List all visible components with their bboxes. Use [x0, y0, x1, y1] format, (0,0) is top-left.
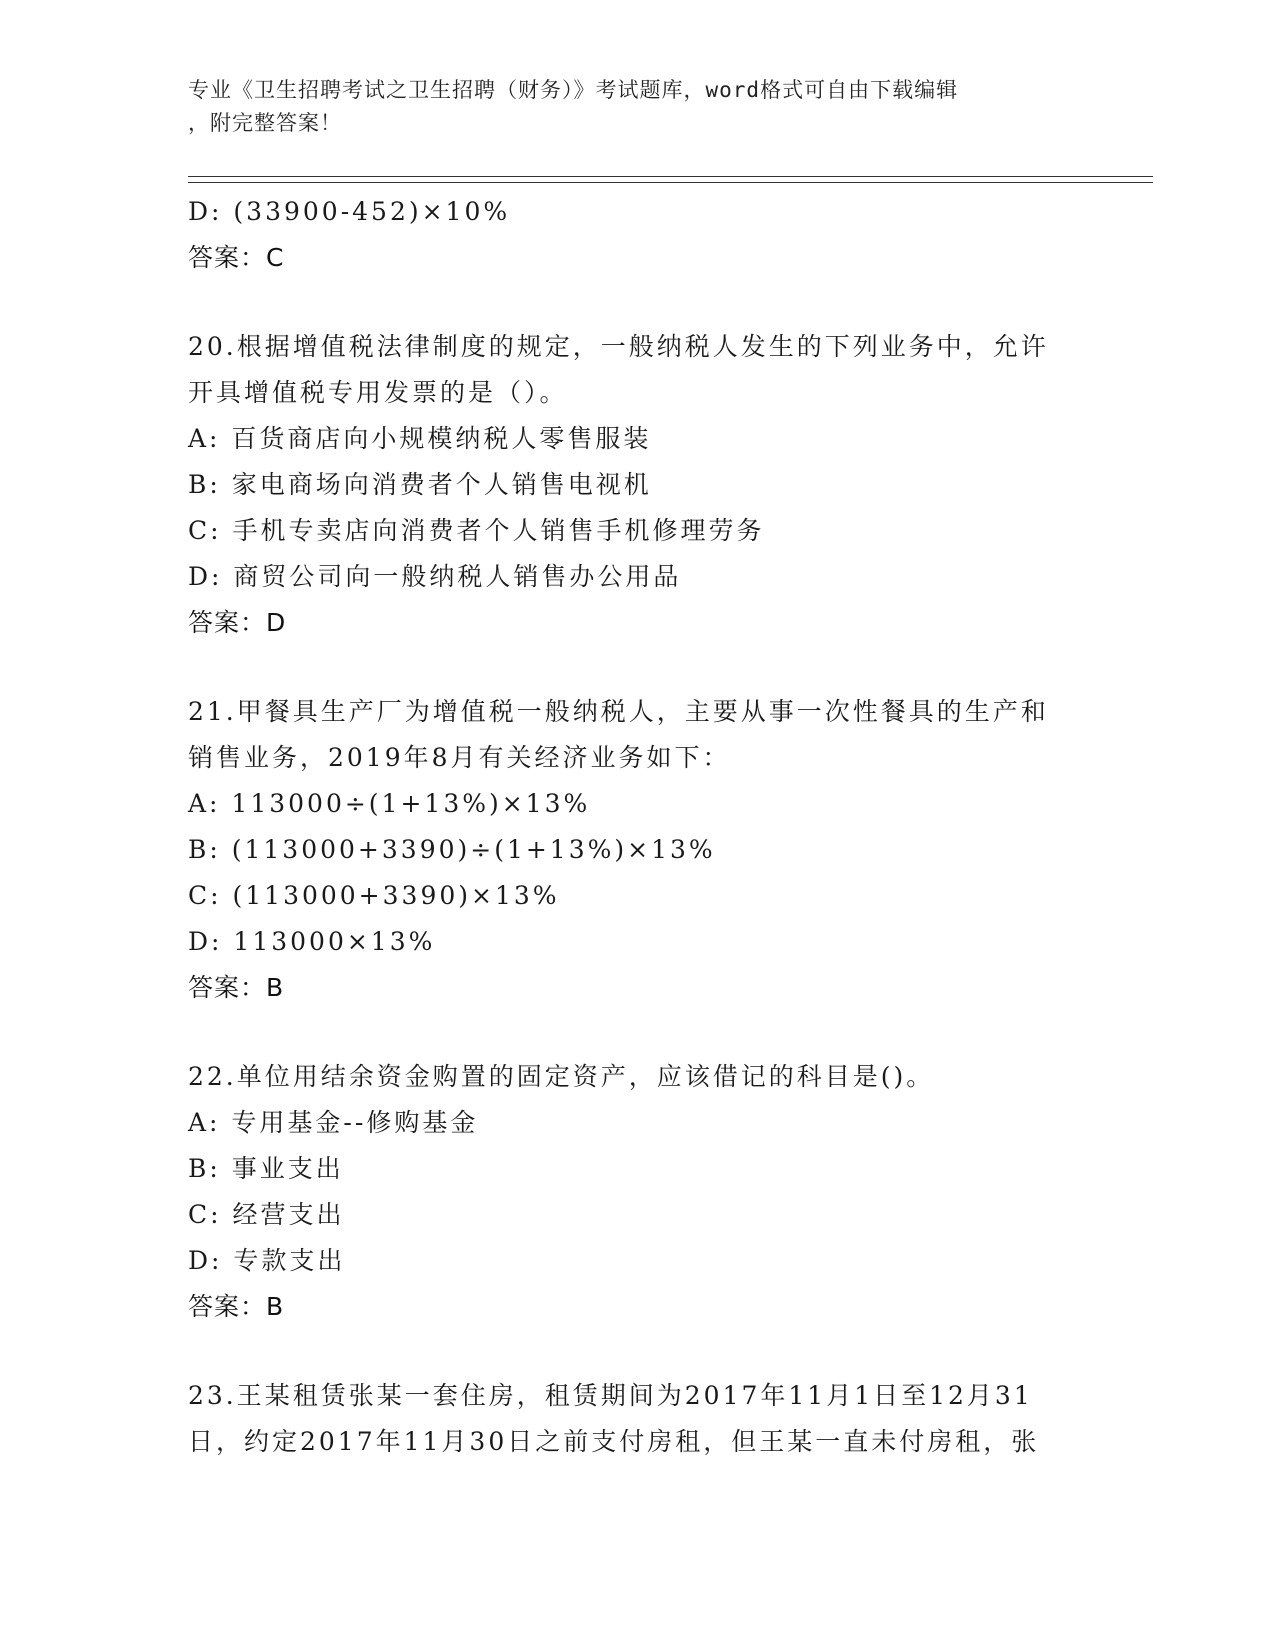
q20-option-b: B: 家电商场向消费者个人销售电视机: [188, 470, 652, 499]
q23-stem-line-1: 23.王某租赁张某一套住房，租赁期间为2017年11月1日至12月31: [188, 1381, 1033, 1410]
question-19: [188, 189, 1088, 281]
spacer: [188, 1330, 1088, 1373]
header-line-1: 专业《卫生招聘考试之卫生招聘（财务）》考试题库，word格式可自由下载编辑: [188, 78, 959, 102]
spacer: [188, 1011, 1088, 1054]
question-23: [188, 1373, 1088, 1465]
question-21: [188, 689, 1088, 1011]
q20-option-d: D: 商贸公司向一般纳税人销售办公用品: [188, 562, 682, 591]
q19-answer: 答案：C: [188, 243, 285, 272]
header-divider-top: [188, 176, 1153, 177]
q21-stem-line-2: 销售业务，2019年8月有关经济业务如下：: [188, 743, 731, 772]
q23-stem-line-2: 日，约定2017年11月30日之前支付房租，但王某一直未付房租，张: [188, 1427, 1040, 1456]
document-body: [188, 189, 1088, 1465]
question-20: [188, 324, 1088, 646]
q20-answer: 答案：D: [188, 608, 287, 637]
q21-option-a: A: 113000÷(1+13%)×13%: [188, 789, 591, 818]
q22-stem-line-1: 22.单位用结余资金购置的固定资产，应该借记的科目是()。: [188, 1062, 935, 1091]
spacer: [188, 281, 1088, 324]
header-divider-bottom: [188, 182, 1153, 183]
q20-option-c: C: 手机专卖店向消费者个人销售手机修理劳务: [188, 516, 765, 545]
q22-option-c: C: 经营支出: [188, 1200, 345, 1229]
q20-stem-line-1: 20.根据增值税法律制度的规定，一般纳税人发生的下列业务中，允许: [188, 332, 1049, 361]
q20-option-a: A: 百货商店向小规模纳税人零售服装: [188, 424, 652, 453]
question-22: [188, 1054, 1088, 1330]
q21-stem-line-1: 21.甲餐具生产厂为增值税一般纳税人，主要从事一次性餐具的生产和: [188, 697, 1049, 726]
q22-answer: 答案：B: [188, 1292, 285, 1321]
q21-option-d: D: 113000×13%: [188, 927, 436, 956]
spacer: [188, 646, 1088, 689]
q21-option-b: B: (113000+3390)÷(1+13%)×13%: [188, 835, 716, 864]
document-header: [188, 74, 1088, 140]
q22-option-a: A: 专用基金--修购基金: [188, 1108, 479, 1137]
q21-option-c: C: (113000+3390)×13%: [188, 881, 560, 910]
q22-option-d: D: 专款支出: [188, 1246, 346, 1275]
q21-answer: 答案：B: [188, 973, 285, 1002]
q19-option-d: D: (33900-452)×10%: [188, 197, 511, 226]
q22-option-b: B: 事业支出: [188, 1154, 344, 1183]
q20-stem-line-2: 开具增值税专用发票的是（）。: [188, 378, 568, 407]
header-line-2: ，附完整答案！: [188, 111, 342, 135]
